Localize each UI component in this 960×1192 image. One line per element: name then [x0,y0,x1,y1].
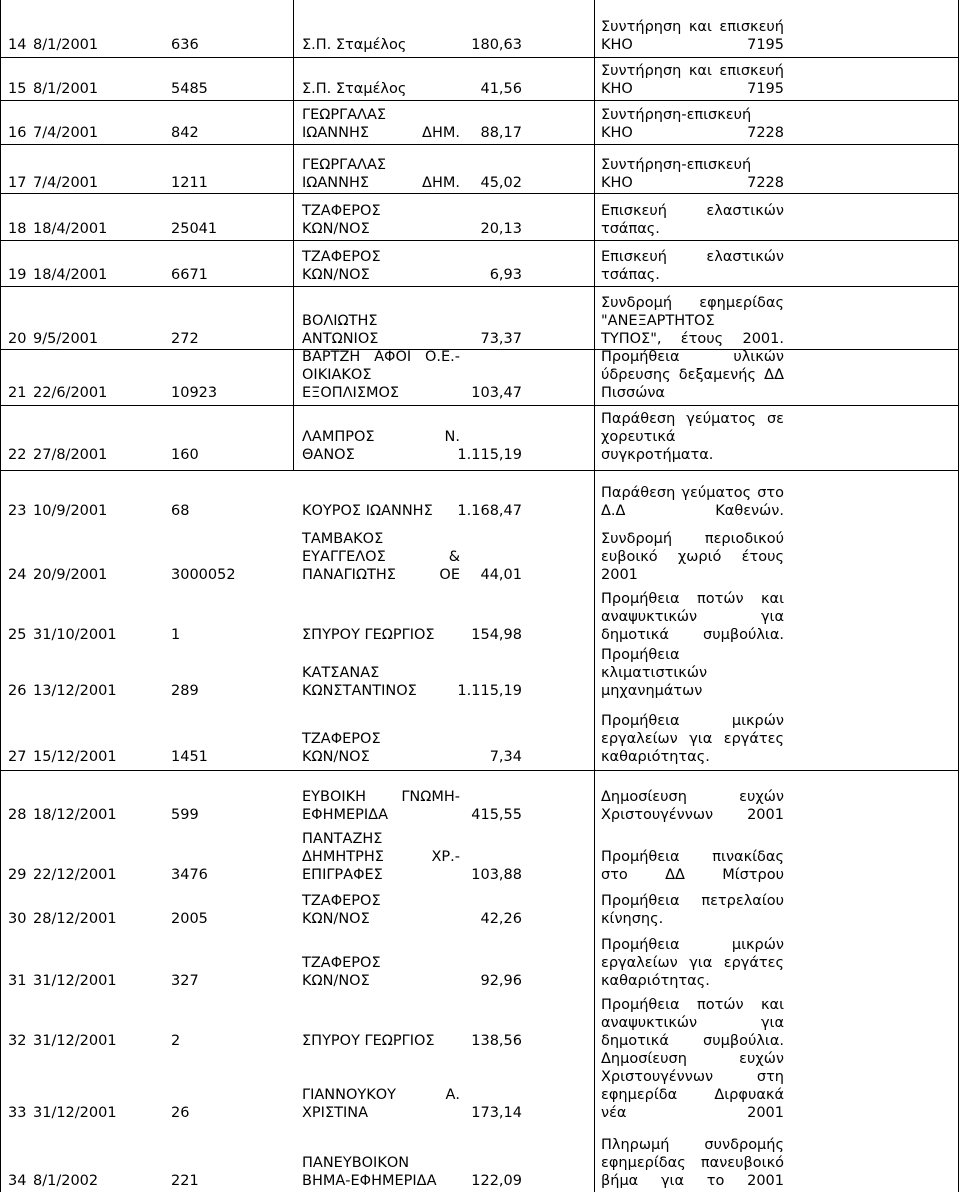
row-number: 29 [8,867,27,883]
row-number: 28 [8,807,27,823]
row-amount: 20,13 [480,221,522,237]
row-doc-number: 2 [171,1033,181,1049]
row-date: 31/12/2001 [33,1105,117,1121]
row-description: Πληρωμή συνδρομής εφημερίδας πανευβοικό βήμα για το 2001 [601,1137,784,1189]
row-supplier-name: ΤΖΑΦΕΡΟΣ ΚΩΝ/ΝΟΣ [302,249,381,283]
row-amount: 41,56 [480,81,522,97]
row-separator [0,240,959,241]
row-description: Επισκευή ελαστικών τσάπας. [601,249,784,283]
row-description: Συνδρομή εφημερίδας "ΑΝΕΞΑΡΤΗΤΟΣ ΤΥΠΟΣ", έτους 2001. [601,295,784,347]
row-description: Παράθεση γεύματος σε χορευτικά συγκροτήματα. [601,411,784,463]
row-doc-number: 26 [171,1105,190,1121]
row-doc-number: 1 [171,627,181,643]
table-border-right [958,0,959,1192]
row-date: 20/9/2001 [33,567,108,583]
row-amount: 415,55 [471,807,522,823]
row-number: 22 [8,447,27,463]
row-number: 20 [8,331,27,347]
row-description: Προμήθεια ποτών και αναψυκτικών για δημοτικά συμβούλια. [601,591,784,643]
row-number: 34 [8,1173,27,1189]
row-doc-number: 68 [171,503,190,519]
row-doc-number: 160 [171,447,199,463]
row-doc-number: 3476 [171,867,208,883]
row-doc-number: 25041 [171,221,218,237]
row-description: Προμήθεια πινακίδας στο ΔΔ Μίστρου [601,849,784,883]
row-number: 23 [8,503,27,519]
row-amount: 1.115,19 [457,447,522,463]
row-description: Συντήρηση-επισκευή ΚΗΟ 7228 [601,107,784,141]
row-supplier-name: ΣΠΥΡΟΥ ΓΕΩΡΓΙΟΣ [302,627,435,643]
row-number: 30 [8,911,27,927]
row-doc-number: 10923 [171,385,218,401]
row-doc-number: 289 [171,683,199,699]
row-amount: 1.115,19 [457,683,522,699]
row-amount: 180,63 [471,37,522,53]
row-amount: 88,17 [480,125,522,141]
row-date: 31/12/2001 [33,973,117,989]
row-number: 31 [8,973,27,989]
row-supplier-name: Σ.Π. Σταμέλος [302,81,407,97]
row-number: 14 [8,37,27,53]
row-date: 8/1/2001 [33,81,99,97]
row-supplier-name: ΠΑΝΤΑΖΗΣ ΔΗΜΗΤΡΗΣ ΧΡ.- ΕΠΙΓΡΑΦΕΣ [302,831,460,883]
row-amount: 173,14 [471,1105,522,1121]
row-description: Συντήρηση και επισκευή ΚΗΟ 7195 [601,19,784,53]
row-date: 10/9/2001 [33,503,108,519]
row-amount: 92,96 [480,973,522,989]
row-description: Προμήθεια πετρελαίου κίνησης. [601,893,784,927]
row-date: 18/12/2001 [33,807,117,823]
row-date: 15/12/2001 [33,749,117,765]
row-separator [0,100,959,101]
row-date: 18/4/2001 [33,267,108,283]
table-divider-desc [594,0,595,1192]
row-description: Συντήρηση και επισκευή ΚΗΟ 7195 [601,63,784,97]
row-date: 8/1/2002 [33,1173,99,1189]
row-description: Επισκευή ελαστικών τσάπας. [601,203,784,237]
row-separator [0,349,959,350]
row-supplier-name: ΤΑΜΒΑΚΟΣ ΕΥΑΓΓΕΛΟΣ & ΠΑΝΑΓΙΩΤΗΣ ΟΕ [302,531,460,583]
row-doc-number: 3000052 [171,567,236,583]
row-date: 31/10/2001 [33,627,117,643]
row-number: 33 [8,1105,27,1121]
row-number: 16 [8,125,27,141]
row-doc-number: 599 [171,807,199,823]
row-amount: 45,02 [480,175,522,191]
row-separator [0,193,959,194]
row-description: Δημοσίευση ευχών Χριστουγέννων 2001 [601,789,784,823]
row-date: 9/5/2001 [33,331,99,347]
row-doc-number: 327 [171,973,199,989]
row-number: 21 [8,385,27,401]
row-number: 15 [8,81,27,97]
row-supplier-name: ΒΑΡΤΖΗ ΑΦΟΙ Ο.Ε.- ΟΙΚΙΑΚΟΣ ΕΞΟΠΛΙΣΜΟΣ [302,349,460,401]
row-supplier-name: ΣΠΥΡΟΥ ΓΕΩΡΓΙΟΣ [302,1033,435,1049]
row-description: Συνδρομή περιοδικού ευβοικό χωριό έτους 2001 [601,531,784,583]
row-number: 17 [8,175,27,191]
row-separator [0,57,959,58]
row-description: Προμήθεια κλιματιστικών μηχανημάτων [601,647,708,699]
row-date: 22/6/2001 [33,385,108,401]
row-number: 19 [8,267,27,283]
row-date: 27/8/2001 [33,447,108,463]
row-supplier-name: ΒΟΛΙΩΤΗΣ ΑΝΤΩΝΙΟΣ [302,313,379,347]
row-doc-number: 842 [171,125,199,141]
row-amount: 44,01 [480,567,522,583]
row-doc-number: 636 [171,37,199,53]
row-supplier-name: ΤΖΑΦΕΡΟΣ ΚΩΝ/ΝΟΣ [302,893,381,927]
row-doc-number: 1211 [171,175,208,191]
row-doc-number: 272 [171,331,199,347]
row-amount: 1.168,47 [457,503,522,519]
row-supplier-name: ΤΖΑΦΕΡΟΣ ΚΩΝ/ΝΟΣ [302,203,381,237]
row-doc-number: 2005 [171,911,208,927]
row-date: 22/12/2001 [33,867,117,883]
row-supplier-name: ΓΕΩΡΓΑΛΑΣ ΙΩΑΝΝΗΣ ΔΗΜ. [302,107,460,141]
row-date: 13/12/2001 [33,683,117,699]
row-description: Προμήθεια ποτών και αναψυκτικών για δημοτικά συμβούλια. [601,997,784,1049]
row-amount: 42,26 [480,911,522,927]
row-date: 7/4/2001 [33,175,99,191]
row-number: 27 [8,749,27,765]
row-amount: 154,98 [471,627,522,643]
row-supplier-name: ΕΥΒΟΙΚΗ ΓΝΩΜΗ- ΕΦΗΜΕΡΙΔΑ [302,789,460,823]
row-amount: 7,34 [489,749,522,765]
row-supplier-name: Σ.Π. Σταμέλος [302,37,407,53]
table-border-left [0,0,1,1192]
row-number: 18 [8,221,27,237]
row-doc-number: 5485 [171,81,208,97]
row-date: 28/12/2001 [33,911,117,927]
row-separator [0,770,959,771]
row-doc-number: 221 [171,1173,199,1189]
row-amount: 73,37 [480,331,522,347]
row-date: 18/4/2001 [33,221,108,237]
row-separator [0,470,959,471]
row-description: Συντήρηση-επισκευή ΚΗΟ 7228 [601,157,784,191]
row-separator [0,405,959,406]
row-description: Προμήθεια μικρών εργαλείων για εργάτες καθαριότητας. [601,937,784,989]
row-separator [0,286,959,287]
row-date: 8/1/2001 [33,37,99,53]
row-amount: 103,47 [471,385,522,401]
row-supplier-name: ΚΟΥΡΟΣ ΙΩΑΝΝΗΣ [302,503,433,519]
row-number: 24 [8,567,27,583]
row-supplier-name: ΓΙΑΝΝΟΥΚΟΥ Α. ΧΡΙΣΤΙΝΑ [302,1087,460,1121]
row-description: Δημοσίευση ευχών Χριστουγέννων στη εφημερίδα Διρφυακά νέα 2001 [601,1051,784,1121]
row-amount: 138,56 [471,1033,522,1049]
row-number: 25 [8,627,27,643]
row-supplier-name: ΚΑΤΣΑΝΑΣ ΚΩΝΣΤΑΝΤΙΝΟΣ [302,665,417,699]
row-supplier-name: ΠΑΝΕΥΒΟΙΚΟΝ ΒΗΜΑ-ΕΦΗΜΕΡΙΔΑ [302,1155,437,1189]
row-description: Προμήθεια μικρών εργαλείων για εργάτες καθαριότητας. [601,713,784,765]
row-separator [0,144,959,145]
row-amount: 122,09 [471,1173,522,1189]
row-amount: 6,93 [489,267,522,283]
row-supplier-name: ΤΖΑΦΕΡΟΣ ΚΩΝ/ΝΟΣ [302,731,381,765]
row-number: 32 [8,1033,27,1049]
row-supplier-name: ΤΖΑΦΕΡΟΣ ΚΩΝ/ΝΟΣ [302,955,381,989]
row-supplier-name: ΛΑΜΠΡΟΣ Ν. ΘΑΝΟΣ [302,429,460,463]
table-divider-name [293,0,294,470]
row-doc-number: 1451 [171,749,208,765]
row-description: Παράθεση γεύματος στο Δ.Δ Καθενών. [601,485,784,519]
row-number: 26 [8,683,27,699]
row-date: 31/12/2001 [33,1033,117,1049]
row-doc-number: 6671 [171,267,208,283]
row-description: Προμήθεια υλικών ύδρευσης δεξαμενής ΔΔ Πισσώνα [601,349,784,401]
row-amount: 103,88 [471,867,522,883]
row-supplier-name: ΓΕΩΡΓΑΛΑΣ ΙΩΑΝΝΗΣ ΔΗΜ. [302,157,460,191]
row-date: 7/4/2001 [33,125,99,141]
